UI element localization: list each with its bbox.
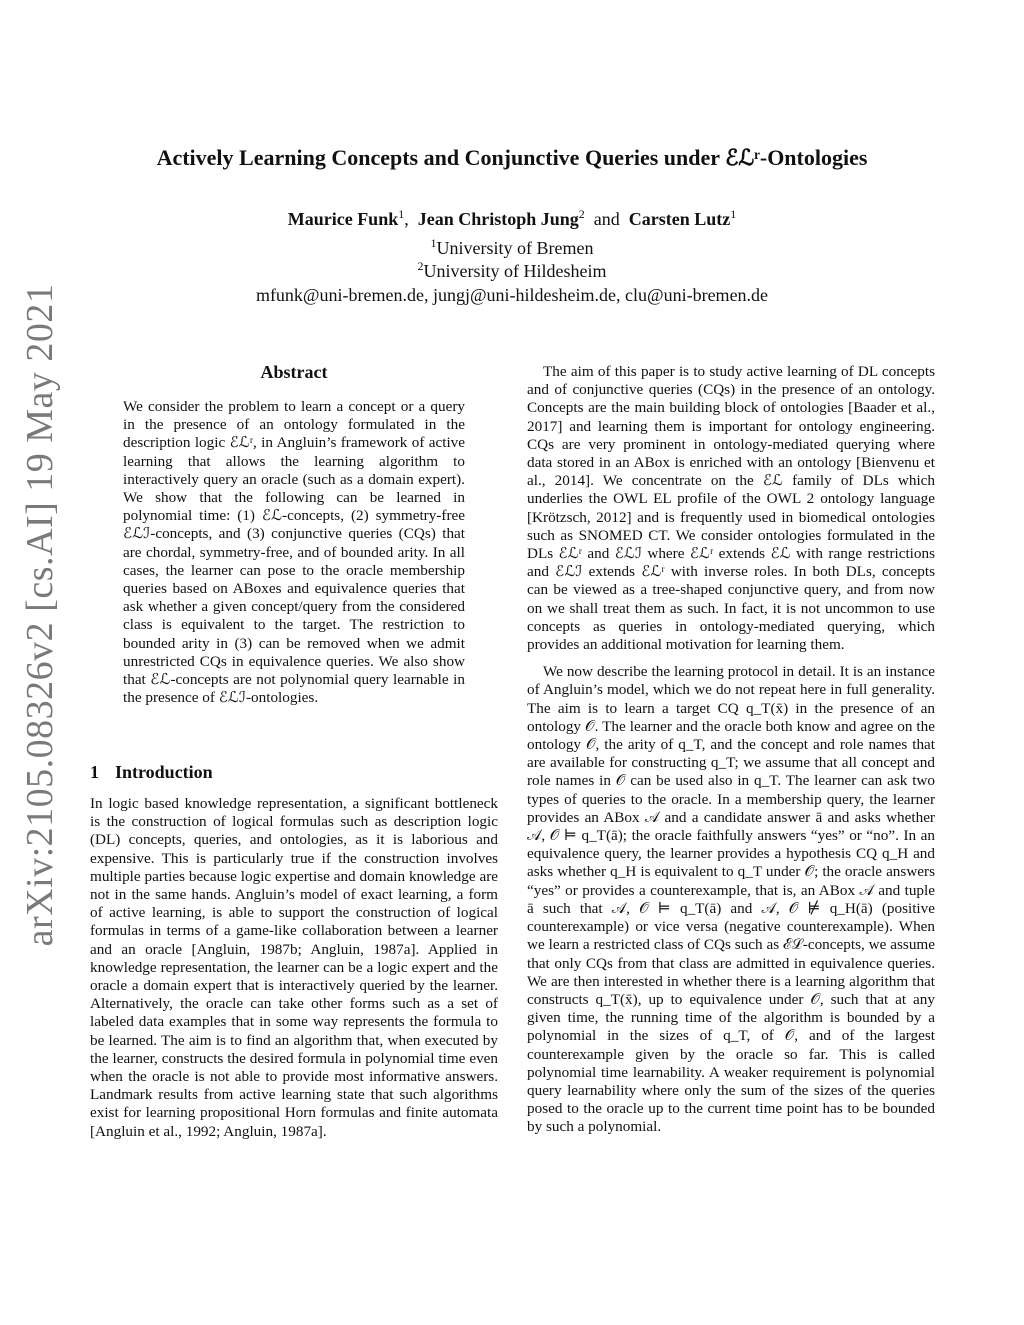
affiliation-mark: 2 [417,259,424,273]
author-separator: and [593,209,620,229]
author-separator: , [404,209,409,229]
arxiv-identifier: arXiv:2105.08326v2 [cs.AI] 19 May 2021 [19,283,61,947]
author-affiliation-mark: 1 [398,207,405,221]
author-name: Carsten Lutz [628,209,731,229]
author-affiliation-mark: 2 [578,207,585,221]
abstract-body [123,398,465,707]
author-line [0,207,1024,230]
section-number: 1 [90,762,99,782]
section-heading [90,762,213,783]
author-name: Maurice Funk [287,209,399,229]
body-paragraph: The aim of this paper is to study active learning of DL concepts and of conjunctive queries (CQs) in the presence of an ontology. Concepts are the main building block of ontologies [Baader et al., 2017] and learning them is important for ontology engineering. CQs are very prominent in ontology-mediated querying where data stored in an ABox is enriched with an ontology [Bienvenu et al., 2014]. We concentrate on the ℰℒ family of DLs which underlies the OWL EL profile of the OWL 2 ontology language [Krötzsch, 2012] and is frequently used in biomedical ontologies such as SNOMED CT. We consider ontologies formulated in the DLs ℰℒʳ and ℰℒℐ where ℰℒʳ extends ℰℒ with range restrictions and ℰℒℐ extends ℰℒʳ with inverse roles. In both DLs, concepts can be viewed as a tree-shaped conjunctive query, and from now on we shall treat them as such. In fact, it is not uncommon to use concepts as queries in ontology-mediated querying, which provides an additional motivation for learning them. [527,363,935,654]
affiliation-name: University of Bremen [436,238,594,258]
affiliation-line [0,259,1024,282]
arxiv-sidebar-stamp [12,0,68,1325]
body-paragraph: We now describe the learning protocol in detail. It is an instance of Angluin’s model, which we do not repeat here in full generality. The aim is to learn a target CQ q_T(x̄) in the presence of an ontology 𝒪. The learner and the oracle both know and agree on the ontology 𝒪, the arity of q_T, and the concept and role names that are available for constructing q_T; we assume that all concept and role names in 𝒪 can be used also in q_T. The learner can ask two types of queries to the oracle. In a membership query, the learner provides an ABox 𝒜 and a candidate answer ā and asks whether 𝒜, 𝒪 ⊨ q_T(ā); the oracle faithfully answers “yes” or “no”. In an equivalence query, the learner provides a hypothesis CQ q_H and asks whether q_H is equivalent to q_T under 𝒪; the oracle answers “yes” or provides a counterexample, that is, an ABox 𝒜 and tuple ā such that 𝒜, 𝒪 ⊨ q_T(ā) and 𝒜, 𝒪 ⊭ q_H(ā) (positive counterexample) or vice versa (negative counterexample). When we learn a restricted class of CQs such as ℰℒ-concepts, we assume that only CQs from that class are admitted in equivalence queries. We are then interested in whether there is a learning algorithm that constructs q_T(x̄), up to equivalence under 𝒪, such that at any given time, the running time of the algorithm is bounded by a polynomial in the sizes of q_T, of 𝒪, and of the largest counterexample given by the oracle so far. This is called polynomial time learnability. A weaker requirement is polynomial query learnability where only the sum of the sizes of the queries posed to the oracle up to the current time point has to be bounded by such a polynomial. [527,663,935,1136]
author-emails: mfunk@uni-bremen.de, jungj@uni-hildesheim.de, clu@uni-bremen.de [255,285,769,305]
right-column [527,363,935,1137]
section-title: Introduction [115,762,213,782]
paper-title: Actively Learning Concepts and Conjunctive Queries under ℰℒʳ-Ontologies [156,145,868,170]
abstract-heading: Abstract [260,362,328,382]
introduction-paragraph: In logic based knowledge representation, a significant bottleneck is the construction of logical formulas such as description logic (DL) concepts, queries, and ontologies, as it is laborious and expensive. This is particularly true if the construction involves multiple parties because logic expertise and domain knowledge are not in the same hands. Angluin’s model of exact learning, a form of active learning, is able to support the construction of logical formulas in terms of a game-like collaboration between a learner and an oracle [Angluin, 1987b; Angluin, 1987a]. Applied in knowledge representation, the learner can be a logic expert and the oracle a domain expert that is interactively queried by the learner. Alternatively, the oracle can take other forms such as a set of labeled data examples that in some way represents the formula to be learned. The aim is to find an algorithm that, when executed by the learner, constructs the desired formula in polynomial time even when the oracle is not able to provide most informative answers. Landmark results from active learning state that such algorithms exist for learning propositional Horn formulas and finite automata [Angluin et al., 1992; Angluin, 1987a]. [90,795,498,1140]
affiliation-mark: 1 [430,236,437,250]
affiliation-line [0,236,1024,259]
author-name: Jean Christoph Jung [417,209,579,229]
affiliation-name: University of Hildesheim [423,261,607,281]
introduction-column [90,795,498,1141]
abstract-text: We consider the problem to learn a concept or a query in the presence of an ontology formulated in the description logic ℰℒʳ, in Angluin’s framework of active learning that allows the learning algorithm to interactively query an oracle (such as a domain expert). We show that the following can be learned in polynomial time: (1) ℰℒ-concepts, (2) symmetry-free ℰℒℐ-concepts, and (3) conjunctive queries (CQs) that are chordal, symmetry-free, and of bounded arity. In all cases, the learner can pose to the oracle membership queries based on ABoxes and equivalence queries that ask whether a given concept/query from the considered class is equivalent to the target. The restriction to bounded arity in (3) can be removed when we admit unrestricted CQs in equivalence queries. We also show that ℰℒ-concepts are not polynomial query learnable in the presence of ℰℒℐ-ontologies. [123,398,465,707]
author-affiliation-mark: 1 [730,207,737,221]
